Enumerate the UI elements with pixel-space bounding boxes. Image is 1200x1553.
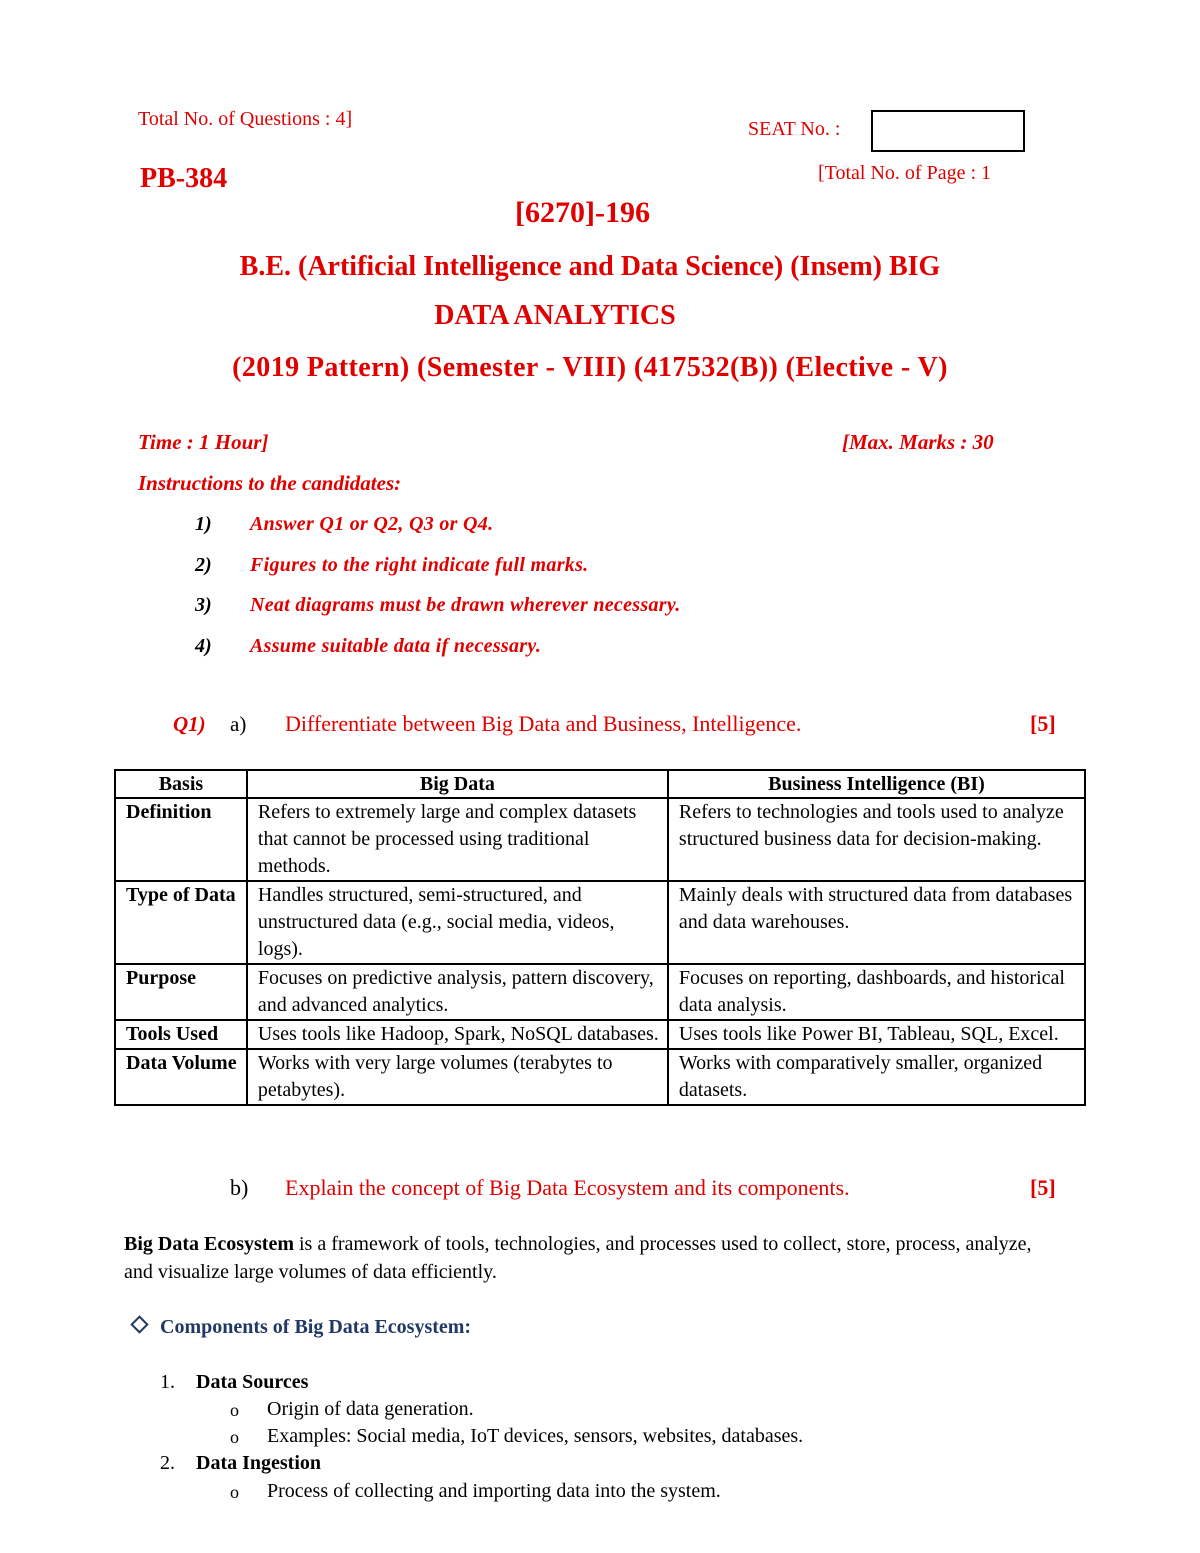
list-item-point: Examples: Social media, IoT devices, sensors, websites, databases. (267, 1425, 804, 1447)
ecosystem-definition (124, 1230, 1064, 1286)
ecosystem-term: Big Data Ecosystem (124, 1233, 294, 1255)
list-item-point: Origin of data generation. (267, 1398, 474, 1420)
circle-bullet-icon: o (230, 1482, 239, 1502)
question-text: Differentiate between Big Data and Business, Intelligence. (285, 711, 802, 736)
table-cell: Uses tools like Power BI, Tableau, SQL, Excel. (668, 1020, 1085, 1049)
table-row (115, 964, 1085, 1020)
table-cell: Purpose (115, 964, 247, 1020)
table-cell: Refers to extremely large and complex datasets that cannot be processed using traditional methods. (247, 798, 668, 881)
instruction-text: Assume suitable data if necessary. (250, 635, 542, 657)
course-title-line-3: (2019 Pattern) (Semester - VIII) (417532(B)) (Elective - V) (232, 352, 948, 383)
table-row (115, 881, 1085, 964)
table-cell: Refers to technologies and tools used to analyze structured business data for decision-making. (668, 798, 1085, 881)
list-item-title: Data Sources (196, 1371, 309, 1393)
table-cell: Tools Used (115, 1020, 247, 1049)
instruction-number: 4) (195, 635, 212, 657)
table-cell: Handles structured, semi-structured, and unstructured data (e.g., social media, videos, logs). (247, 881, 668, 964)
sub-question-letter: a) (230, 712, 247, 736)
list-number: 2. (160, 1452, 175, 1474)
table-row (115, 1020, 1085, 1049)
circle-bullet-icon: o (230, 1427, 239, 1447)
instruction-number: 2) (195, 554, 212, 576)
sub-question-letter: b) (230, 1175, 249, 1200)
instruction-number: 1) (195, 513, 212, 535)
seat-number-label: SEAT No. : (748, 118, 841, 140)
question-marks: [5] (1030, 1175, 1056, 1200)
list-item-point: Process of collecting and importing data into the system. (267, 1480, 721, 1502)
exam-code: [6270]-196 (515, 196, 650, 229)
components-heading-text: Components of Big Data Ecosystem: (160, 1316, 472, 1338)
ecosystem-definition-text: is a framework of tools, technologies, and processes used to collect, store, process, analyze, and visualize large volumes of data efficiently. (124, 1233, 1032, 1283)
paper-code: PB-384 (140, 163, 228, 194)
table-header-row (115, 770, 1085, 798)
time-limit: Time : 1 Hour] (138, 430, 269, 454)
table-cell: Focuses on predictive analysis, pattern discovery, and advanced analytics. (247, 964, 668, 1020)
table-cell: Definition (115, 798, 247, 881)
diamond-bullet-icon (130, 1315, 148, 1333)
comparison-table (114, 769, 1086, 1106)
total-pages: [Total No. of Page : 1 (818, 162, 992, 184)
table-header: Basis (115, 770, 247, 798)
course-title-line-2: DATA ANALYTICS (434, 300, 676, 331)
table-row (115, 798, 1085, 881)
list-number: 1. (160, 1371, 175, 1393)
table-cell: Works with very large volumes (terabytes to petabytes). (247, 1049, 668, 1105)
question-number: Q1) (173, 712, 206, 736)
table-cell: Works with comparatively smaller, organized datasets. (668, 1049, 1085, 1105)
table-cell: Data Volume (115, 1049, 247, 1105)
table-header: Business Intelligence (BI) (668, 770, 1085, 798)
list-item-title: Data Ingestion (196, 1452, 322, 1474)
table-header: Big Data (247, 770, 668, 798)
instruction-text: Answer Q1 or Q2, Q3 or Q4. (250, 513, 494, 535)
table-cell: Mainly deals with structured data from databases and data warehouses. (668, 881, 1085, 964)
table-cell: Type of Data (115, 881, 247, 964)
instruction-text: Neat diagrams must be drawn wherever necessary. (250, 594, 681, 616)
question-text: Explain the concept of Big Data Ecosystem and its components. (285, 1175, 850, 1200)
table-cell: Uses tools like Hadoop, Spark, NoSQL databases. (247, 1020, 668, 1049)
instruction-text: Figures to the right indicate full marks. (250, 554, 589, 576)
course-title-line-1: B.E. (Artificial Intelligence and Data Science) (Insem) BIG (239, 251, 941, 282)
total-questions: Total No. of Questions : 4] (138, 108, 353, 130)
instruction-number: 3) (195, 594, 212, 616)
seat-number-box (871, 110, 1025, 152)
table-row (115, 1049, 1085, 1105)
table-cell: Focuses on reporting, dashboards, and historical data analysis. (668, 964, 1085, 1020)
circle-bullet-icon: o (230, 1400, 239, 1420)
components-heading (133, 1316, 471, 1339)
question-marks: [5] (1030, 711, 1056, 736)
instructions-heading: Instructions to the candidates: (138, 471, 402, 495)
max-marks: [Max. Marks : 30 (842, 430, 994, 454)
